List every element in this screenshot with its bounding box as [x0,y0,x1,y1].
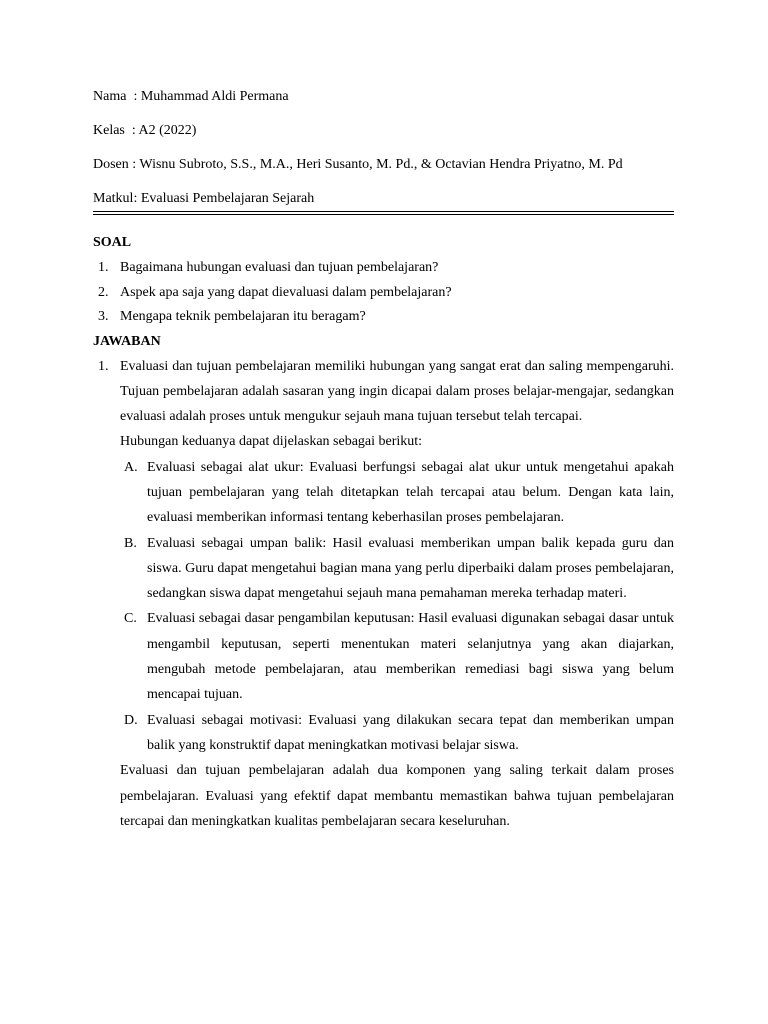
header-divider [93,211,674,215]
matkul-label: Matkul [93,191,134,206]
question-item [93,282,674,303]
point-letter: C. [124,611,137,627]
document-page [93,86,674,834]
kelas-value: A2 (2022) [138,123,197,138]
matkul-row [93,188,674,211]
question-item [93,306,674,327]
question-list [93,257,674,327]
kelas-label: Kelas [93,123,125,138]
matkul-separator: : [133,191,138,206]
nama-separator: : [133,89,138,104]
answer-point [120,455,674,531]
question-text: Bagaimana hubungan evaluasi dan tujuan pembelajaran? [120,260,439,275]
matkul-value: Evaluasi Pembelajaran Sejarah [140,191,315,206]
kelas-row [93,120,674,141]
question-number: 1. [98,260,109,275]
dosen-value: Wisnu Subroto, S.S., M.A., Heri Susanto, M. Pd., & Octavian Hendra Priyatno, M. Pd [139,157,623,172]
answer-item [93,354,674,835]
answer-intro: Evaluasi dan tujuan pembelajaran memiliki hubungan yang sangat erat dan saling mempengaruhi. Tujuan pembelajaran adalah sasaran yang ingin dicapai dalam proses belajar-mengajar, sedangkan evaluasi adalah proses untuk mengukur sejauh mana tujuan tersebut telah tercapai. [120,358,674,425]
question-text: Mengapa teknik pembelajaran itu beragam? [120,309,366,324]
question-number: 3. [98,309,109,324]
point-text: Evaluasi sebagai dasar pengambilan keputusan: Hasil evaluasi digunakan sebagai dasar untuk mengambil keputusan, seperti menentukan materi selanjutnya yang akan diajarkan, mengubah metode pembelajaran, atau memberikan remediasi bagi siswa yang belum mencapai tujuan. [147,611,674,703]
answer-points [120,455,674,759]
answer-list [93,354,674,835]
question-item [93,257,674,278]
nama-row [93,86,674,107]
point-letter: B. [124,535,137,551]
dosen-separator: : [132,157,137,172]
soal-title: SOAL [93,235,132,250]
nama-value: Muhammad Aldi Permana [140,89,289,104]
point-text: Evaluasi sebagai alat ukur: Evaluasi berfungsi sebagai alat ukur untuk mengetahui apakah tujuan pembelajaran yang telah ditetapkan telah tercapai atau belum. Dengan kata lain, evaluasi memberikan informasi tentang keberhasilan proses pembelajaran. [147,459,674,526]
answer-point [120,531,674,607]
dosen-label: Dosen [93,157,129,172]
answer-conclusion: Evaluasi dan tujuan pembelajaran adalah dua komponen yang saling terkait dalam proses pembelajaran. Evaluasi yang efektif dapat membantu memastikan bahwa tujuan pembelajaran tercapai dan meningkatkan kualitas pembelajaran secara keseluruhan. [120,763,674,829]
answer-number: 1. [98,358,109,374]
answer-point [120,606,674,707]
point-text: Evaluasi sebagai motivasi: Evaluasi yang dilakukan secara tepat dan memberikan umpan balik yang konstruktif dapat meningkatkan motivasi belajar siswa. [147,712,674,753]
answer-lead: Hubungan keduanya dapat dijelaskan sebagai berikut: [120,434,423,450]
question-number: 2. [98,284,109,300]
nama-label: Nama [93,89,127,104]
point-letter: A. [124,459,138,475]
point-text: Evaluasi sebagai umpan balik: Hasil evaluasi memberikan umpan balik kepada guru dan siswa. Guru dapat mengetahui bagian mana yang perlu diperbaiki dalam proses pembelajaran, sedangkan siswa dapat mengetahui sejauh mana pemahaman mereka terhadap materi. [147,535,674,602]
question-text: Aspek apa saja yang dapat dievaluasi dalam pembelajaran? [120,284,452,300]
answer-point [120,708,674,759]
kelas-separator: : [131,123,136,138]
point-letter: D. [124,712,138,728]
dosen-row [93,154,674,175]
jawaban-title: JAWABAN [93,333,161,349]
